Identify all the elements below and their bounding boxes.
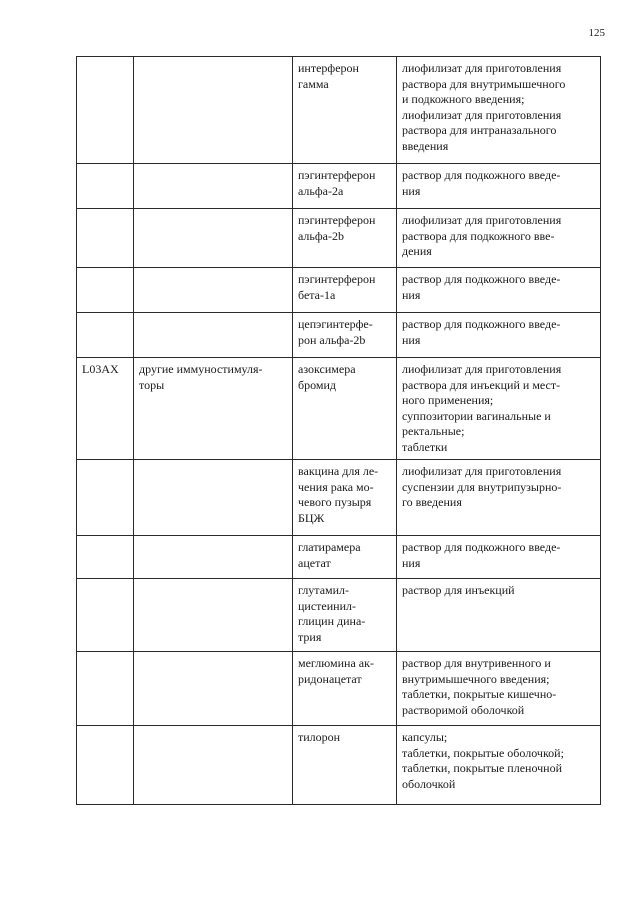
group-name-cell bbox=[134, 164, 293, 209]
table-row bbox=[77, 164, 601, 209]
atc-code-cell bbox=[77, 652, 134, 726]
group-name-cell bbox=[134, 209, 293, 268]
dosage-form-cell: лиофилизат для приготовления раствора для подкожного вве- дения bbox=[397, 209, 601, 268]
substance-cell: пэгинтерферон альфа-2a bbox=[293, 164, 397, 209]
atc-code-cell bbox=[77, 726, 134, 805]
atc-code-cell bbox=[77, 164, 134, 209]
table-row bbox=[77, 726, 601, 805]
atc-code-cell bbox=[77, 209, 134, 268]
substance-cell: глутамил- цистеинил- глицин дина- трия bbox=[293, 579, 397, 652]
table-row bbox=[77, 652, 601, 726]
substance-cell: пэгинтерферон бета-1a bbox=[293, 268, 397, 313]
table-row bbox=[77, 358, 601, 460]
substance-cell: тилорон bbox=[293, 726, 397, 805]
atc-code-cell bbox=[77, 313, 134, 358]
dosage-form-cell: раствор для подкожного введе- ния bbox=[397, 164, 601, 209]
table-row bbox=[77, 460, 601, 536]
table-row bbox=[77, 579, 601, 652]
page-number: 125 bbox=[588, 27, 605, 39]
group-name-cell bbox=[134, 57, 293, 164]
group-name-cell bbox=[134, 460, 293, 536]
dosage-form-cell: раствор для подкожного введе- ния bbox=[397, 268, 601, 313]
group-name-cell bbox=[134, 536, 293, 579]
dosage-form-cell: раствор для подкожного введе- ния bbox=[397, 313, 601, 358]
substance-cell: азоксимера бромид bbox=[293, 358, 397, 460]
substance-cell: меглюмина ак- ридонацетат bbox=[293, 652, 397, 726]
group-name-cell bbox=[134, 268, 293, 313]
group-name-cell bbox=[134, 726, 293, 805]
substance-cell: вакцина для ле- чения рака мо- чевого пузыря БЦЖ bbox=[293, 460, 397, 536]
dosage-form-cell: лиофилизат для приготовления раствора для инъекций и мест- ного применения; суппозитории вагинальные и ректальные; таблетки bbox=[397, 358, 601, 460]
group-name-cell bbox=[134, 579, 293, 652]
group-name-cell bbox=[134, 313, 293, 358]
table-row bbox=[77, 268, 601, 313]
dosage-form-cell: раствор для инъекций bbox=[397, 579, 601, 652]
dosage-form-cell: раствор для внутривенного и внутримышечного введения; таблетки, покрытые кишечно- растворимой оболочкой bbox=[397, 652, 601, 726]
atc-code-cell bbox=[77, 57, 134, 164]
atc-code-cell bbox=[77, 579, 134, 652]
table-body bbox=[77, 57, 601, 805]
substance-cell: интерферон гамма bbox=[293, 57, 397, 164]
substance-cell: цепэгинтерфе- рон альфа-2b bbox=[293, 313, 397, 358]
table-row bbox=[77, 313, 601, 358]
atc-code-cell bbox=[77, 268, 134, 313]
substance-cell: пэгинтерферон альфа-2b bbox=[293, 209, 397, 268]
dosage-form-cell: раствор для подкожного введе- ния bbox=[397, 536, 601, 579]
substance-cell: глатирамера ацетат bbox=[293, 536, 397, 579]
table-row bbox=[77, 57, 601, 164]
atc-code-cell bbox=[77, 460, 134, 536]
dosage-form-cell: лиофилизат для приготовления раствора для внутримышечного и подкожного введения; лиофилизат для приготовления раствора для интраназального введения bbox=[397, 57, 601, 164]
atc-code-cell bbox=[77, 536, 134, 579]
table-row bbox=[77, 536, 601, 579]
group-name-cell bbox=[134, 652, 293, 726]
group-name-cell: другие иммуностимуля- торы bbox=[134, 358, 293, 460]
dosage-form-cell: капсулы; таблетки, покрытые оболочкой; таблетки, покрытые пленочной оболочкой bbox=[397, 726, 601, 805]
atc-code-cell: L03AX bbox=[77, 358, 134, 460]
dosage-form-cell: лиофилизат для приготовления суспензии для внутрипузырно- го введения bbox=[397, 460, 601, 536]
drug-table bbox=[76, 56, 601, 805]
table-row bbox=[77, 209, 601, 268]
